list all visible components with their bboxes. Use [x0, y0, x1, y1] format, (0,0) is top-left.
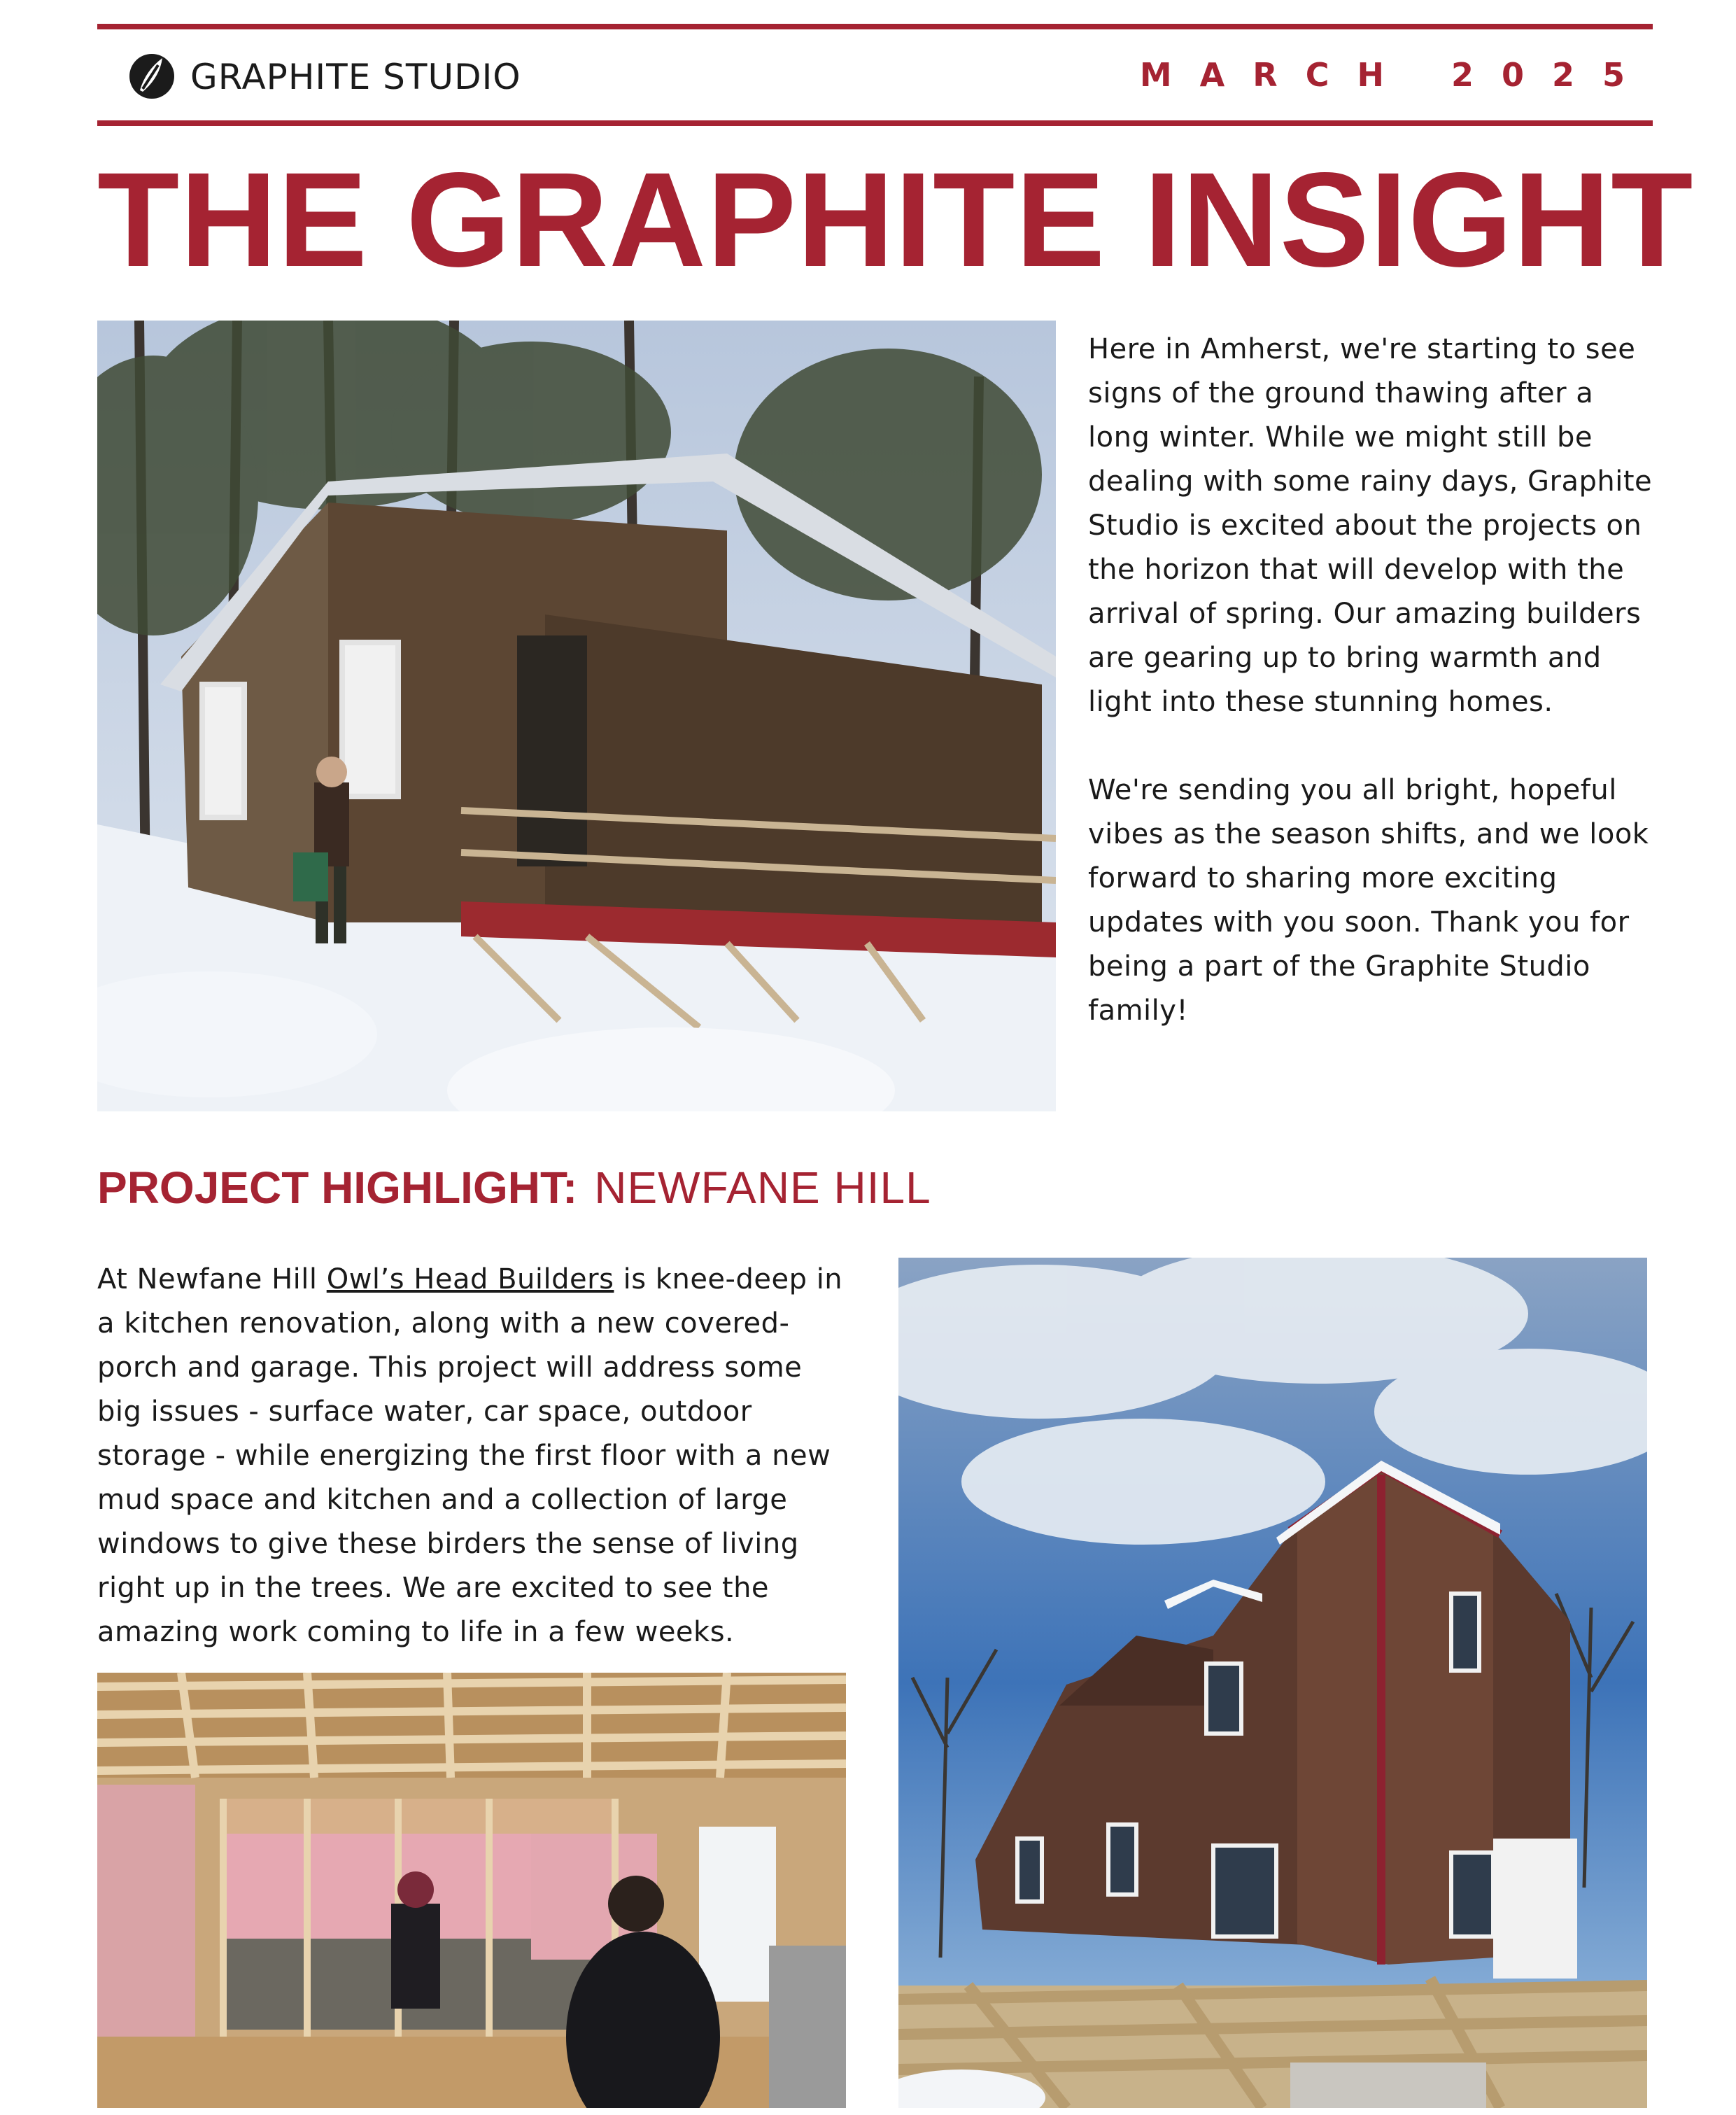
intro-text [1088, 328, 1655, 1077]
issue-date: MARCH 2025 [1139, 56, 1653, 94]
intro-paragraph: Here in Amherst, we're starting to see signs of the ground thawing after a long winter. While we might still be dealing with some rainy days, Graphite Studio is excited about the projects on the horizon that will develop with the arrival of spring. Our amazing builders are gearing up to bring warmth and light into these stunning homes. [1088, 333, 1653, 718]
project-description-rest: is knee-deep in a kitchen renovation, along with a new covered-porch and garage. This project will address some big issues - surface water, car space, outdoor storage - while energizing the first floor with a new mud space and kitchen and a collection of large windows to give these birders the sense of living right up in the trees. We are excited to see the amazing work coming to life in a few weeks. [97, 1263, 843, 1648]
project-name: NEWFANE HILL [594, 1162, 931, 1213]
header-top-rule [97, 24, 1653, 29]
header-bottom-rule [97, 120, 1653, 126]
section-label: PROJECT HIGHLIGHT: [97, 1162, 578, 1213]
graphite-leaf-logo-icon [127, 50, 176, 104]
kitchen-renovation-photo [97, 1673, 846, 2108]
intro-paragraph: We're sending you all bright, hopeful vibes as the season shifts, and we look forward to sharing more exciting updates with you soon. Thank you for being a part of the Graphite Studio family! [1088, 774, 1649, 1027]
project-highlight-heading [97, 1162, 931, 1214]
owls-head-builders-link[interactable]: Owl’s Head Builders [326, 1263, 614, 1295]
brand-lockup[interactable] [127, 49, 521, 105]
brand-name: GRAPHITE STUDIO [190, 57, 521, 97]
project-description [97, 1258, 853, 1654]
cabin-photo [97, 321, 1056, 1111]
newfane-hill-exterior-photo [898, 1258, 1647, 2108]
newsletter-title: THE GRAPHITE INSIGHT [97, 144, 1694, 295]
project-description-lead: At Newfane Hill [97, 1263, 327, 1295]
